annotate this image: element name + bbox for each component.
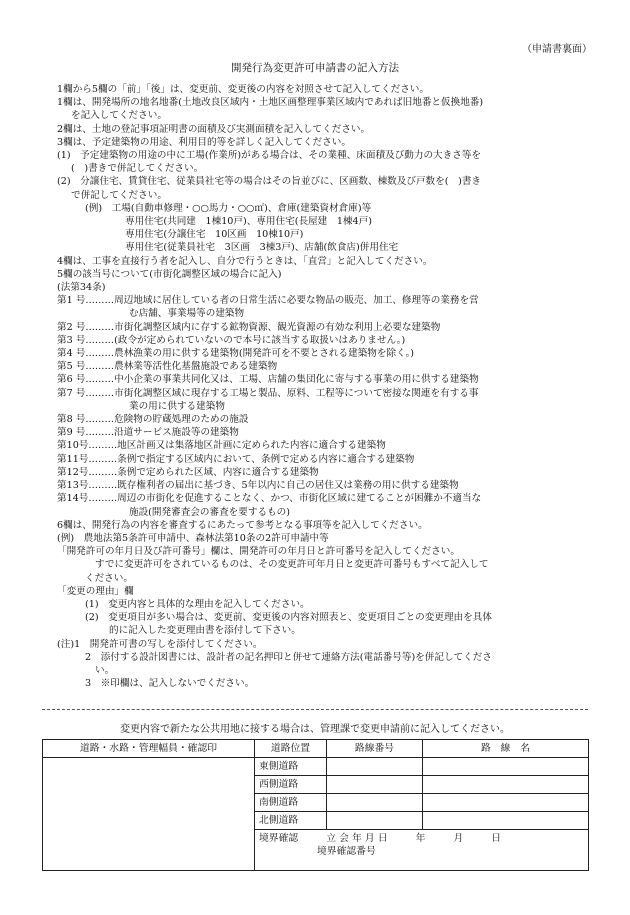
route-number-cell[interactable] [327,758,423,776]
table-row [43,758,589,776]
article-item: 第4 号………農林漁業の用に供する建築物(開発許可を不要とされる建築物を除く。) [57,348,415,360]
article-item: 第1 号………周辺地域に居住している者の日常生活に必要な物品の販売、加工、修理等の業務を営 [57,295,479,307]
instruction-line: 6欄は、開発行為の内容を審査するにあたって参考となる事項等を記入してください。 [57,519,428,531]
article-item: 第12号………条例で定められた区域、内容に適合する建築物 [57,466,319,478]
article-item: 第13号………既存権利者の届出に基づき、5年以内に自己の居住又は業務の用に供する建築物 [57,480,459,492]
instruction-line: (2) 分譲住宅、賃貸住宅、従業員社宅等の場合はその旨並びに、区画数、棟数及び戸数を( )書き [57,176,482,188]
cut-line-divider [42,709,588,710]
route-name-header: 路 線 名 [423,740,589,758]
article-item: 第14号………周辺の市街化を促進することなく、かつ、市街化区域に建てることが困難か不適当な [57,493,482,505]
instruction-line: を記入してください。 [71,110,167,122]
road-confirmation-table [42,739,589,871]
example-line: 専用住宅(従業員社宅 3区画 3棟3戸)、店舗(飲食店)併用住宅 [125,242,399,254]
road-position-header: 道路位置 [255,740,327,758]
article-item-cont: 施設(開発審査会の審査を要するもの) [129,506,290,518]
article-item: 第11号………条例で指定する区域内において、条例で定める内容に適合する建築物 [57,453,415,465]
article-item: 第10号………地区計画又は集落地区計画に定められた内容に適合する建築物 [57,440,386,452]
route-number-cell[interactable] [327,812,423,830]
example-line: (例) 工場(自動車修理・○○馬力・○○㎡)、倉庫(建築資材倉庫)等 [85,202,372,214]
boundary-confirmation-cell[interactable] [255,830,589,871]
article-item: 第3 号………(政令が定められていないので本号に該当する取扱いはありません。) [57,334,406,346]
note-line: い。 [95,664,115,676]
page-title: 開発行為変更許可申請書の記入方法 [231,62,399,74]
instruction-line: 3欄は、予定建築物の用途、利用目的等を詳しく記入してください。 [57,136,351,148]
instruction-line: ください。 [85,572,133,584]
example-line: (例) 農地法第5条許可申請中、森林法第10条の2許可申請中等 [57,532,329,544]
instruction-line: で併記してください。 [71,189,167,201]
instruction-line: 「開発許可の年月日及び許可番号」欄は、開発許可の年月日と許可番号を記入してください。 [57,546,460,558]
date-year-label: 年 [415,833,426,844]
boundary-number-label: 境界確認番号 [317,846,376,858]
note-line: 3 ※印欄は、記入しないでください。 [85,678,255,690]
instruction-line: 2欄は、土地の登記事項証明書の面積及び実測面積を記入してください。 [57,123,371,135]
road-management-header: 道路・水路・管理幅員・確認印 [43,740,255,758]
road-position-west: 西側道路 [255,776,327,794]
article-item: 第7 号………市街化調整区域に現存する工場と製品、原料、工程等について密接な関連を有する事 [57,387,479,399]
article-item: 第8 号………危険物の貯蔵処理のための施設 [57,414,249,426]
instruction-line: 的に記入した変更理由書を添付して下さい。 [109,625,301,637]
road-position-east: 東側道路 [255,758,327,776]
article-item-cont: 業の用に供する建築物 [129,400,225,412]
route-number-cell[interactable] [327,794,423,812]
management-stamp-cell[interactable] [43,758,255,871]
instruction-line: 1欄から5欄の「前」「後」は、変更前、変更後の内容を対照させて記入してください。 [57,84,429,95]
route-number-cell[interactable] [327,776,423,794]
table-header-row [43,740,589,758]
instruction-line: ( )書きで併記してください。 [71,163,204,175]
note-line: 2 添付する設計図書には、設計者の記名押印と併せて連絡方法(電話番号等)を併記してくださ [85,651,492,663]
instruction-line: (1) 予定建築物の用途の中に工場(作業所)がある場合は、その業種、床面積及び動力の大きさ等を [57,150,482,162]
article-item: 第2 号………市街化調整区域内に存する鉱物資源、観光資源の有効な利用上必要な建築物 [57,321,441,333]
article-item: 第9 号………沿道サービス施設等の建築物 [57,427,239,439]
public-land-note: 変更内容で新たな公共用地に接する場合は、管理課で変更申請前に記入してください。 [120,724,510,735]
date-day-label: 日 [491,833,502,844]
road-position-north: 北側道路 [255,812,327,830]
instructions-body [57,83,585,690]
date-month-label: 月 [453,833,464,844]
instruction-line: 5欄の該当号について(市街化調整区域の場合に記入) [57,268,282,280]
route-name-cell[interactable] [423,758,589,776]
route-name-cell[interactable] [423,776,589,794]
witness-date-label: 立 会 年 月 日 [326,833,388,844]
example-line: 専用住宅(共同建 1棟10戸)、専用住宅(長屋建 1棟4戸) [125,216,372,228]
instruction-line: すでに変更許可をされているものは、その変更許可年月日と変更許可番号もすべて記入して [95,559,489,571]
boundary-label: 境界確認 [259,833,299,844]
instruction-line: (2) 変更項目が多い場合は、変更前、変更後の内容対照表と、変更項目ごとの変更理由を具体 [85,612,492,624]
note-line: (注)1 開発許可書の写しを添付してください。 [57,638,263,650]
article-item: 第5 号………農林業等活性化基盤施設である建築物 [57,361,278,373]
instruction-line: 4欄は、工事を直接行う者を記入し、自分で行うときは、「直営」と記入してください。 [57,255,433,267]
instruction-line: (法第34条) [57,282,106,294]
route-name-cell[interactable] [423,794,589,812]
instruction-line: (1) 変更内容と具体的な理由を記入してください。 [85,598,310,610]
page-label: （申請書裏面） [522,44,592,55]
route-name-cell[interactable] [423,812,589,830]
instruction-line: 「変更の理由」欄 [57,585,134,597]
article-item-cont: む店舗、事業場等の建築物 [129,308,245,320]
road-position-south: 南側道路 [255,794,327,812]
route-number-header: 路線番号 [327,740,423,758]
example-line: 専用住宅(分譲住宅 10区画 10棟10戸) [125,229,304,241]
instruction-line: 1欄は、開発場所の地名地番(土地改良区域内・土地区画整理事業区域内であれば旧地番と仮換地番) [57,97,484,109]
article-item: 第6 号………中小企業の事業共同化又は、工場、店舗の集団化に寄与する事業の用に供する建築物 [57,374,479,386]
